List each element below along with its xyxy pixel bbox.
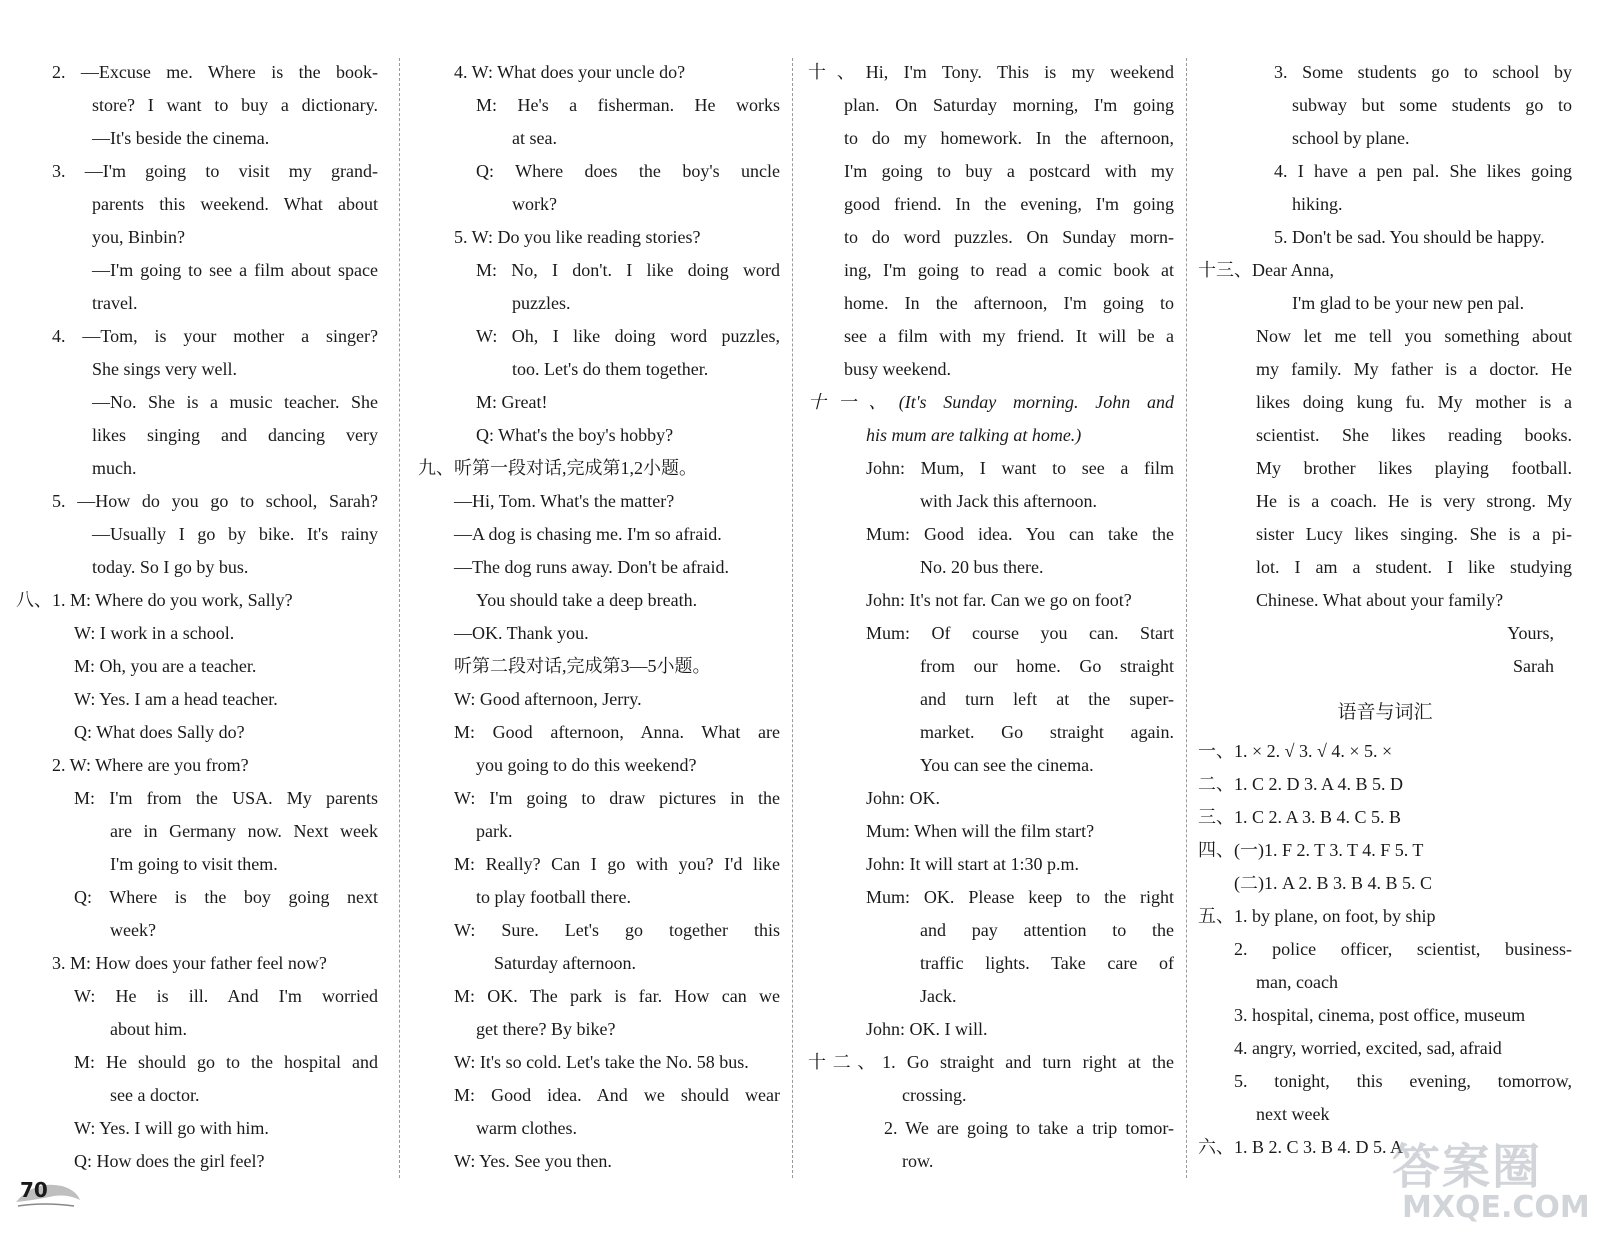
text-line: W: Good afternoon, Jerry. [454,689,642,709]
text-line: sister Lucy likes singing. She is a pi- [1256,524,1572,544]
text-line: 5. —How do you go to school, Sarah? [52,491,378,511]
text-line: 十、Hi, I'm Tony. This is my weekend [808,62,1174,82]
answer-line: 3. hospital, cinema, post office, museum [1234,1005,1526,1025]
text-line: You can see the cinema. [920,755,1094,775]
column-3 [808,56,1174,1178]
text-line: W: Yes. I will go with him. [74,1118,269,1138]
text-line: 2. W: Where are you from? [52,755,249,775]
text-line: Mum: Of course you can. Start [866,623,1174,643]
text-line: M: He's a fisherman. He works [476,95,780,115]
text-line: W: It's so cold. Let's take the No. 58 bus. [454,1052,749,1072]
text-line: W: I work in a school. [74,623,235,643]
text-line: 2. We are going to take a trip tomor- [884,1118,1174,1138]
text-line: home. In the afternoon, I'm going to [844,293,1174,313]
watermark-text: 答案圈 [1392,1139,1543,1195]
text-line: work? [512,194,557,214]
text-line: with Jack this afternoon. [920,491,1097,511]
text-line: M: Great! [476,392,548,412]
answer-line: 5. tonight, this evening, tomorrow, [1234,1071,1572,1091]
answer-line: 三、1. C 2. A 3. B 4. C 5. B [1198,807,1402,827]
text-line: to do my homework. In the afternoon, [844,128,1174,148]
text-line: to play football there. [476,887,631,907]
text-line: W: He is ill. And I'm worried [74,986,378,1006]
text-line: M: No, I don't. I like doing word [476,260,780,280]
text-line: you going to do this weekend? [476,755,697,775]
answer-line: 五、1. by plane, on foot, by ship [1198,906,1436,926]
text-line: 听第二段对话,完成第3—5小题。 [454,656,711,676]
watermark-url: MXQE.COM [1402,1190,1590,1225]
text-line: W: Sure. Let's go together this [454,920,780,940]
text-line: plan. On Saturday morning, I'm going [844,95,1174,115]
text-line: 十三、Dear Anna, [1198,260,1334,280]
text-line: Q: Where does the boy's uncle [476,161,780,181]
text-line: week? [110,920,156,940]
column-divider [792,58,793,1178]
text-line: —A dog is chasing me. I'm so afraid. [454,524,722,544]
text-line: traffic lights. Take care of [920,953,1174,973]
text-line: She sings very well. [92,359,237,379]
text-line: 3. —I'm going to visit my grand- [52,161,378,181]
text-line: about him. [110,1019,187,1039]
column-4 [1198,56,1572,1164]
column-divider [1186,58,1187,1178]
text-line: crossing. [902,1085,967,1105]
text-line: today. So I go by bus. [92,557,249,577]
text-line: 4. I have a pen pal. She likes going [1274,161,1572,181]
text-line: park. [476,821,513,841]
text-line: Now let me tell you something about [1256,326,1572,346]
text-line: 十二、1. Go straight and turn right at the [808,1052,1174,1072]
text-line: subway but some students go to [1292,95,1572,115]
text-line: W: I'm going to draw pictures in the [454,788,780,808]
answer-line: 四、(一)1. F 2. T 3. T 4. F 5. T [1198,840,1424,860]
text-line: M: He should go to the hospital and [74,1052,378,1072]
text-line: —It's beside the cinema. [92,128,270,148]
text-line: 八、1. M: Where do you work, Sally? [16,590,293,610]
text-line: Q: What's the boy's hobby? [476,425,674,445]
text-line: too. Let's do them together. [512,359,709,379]
text-line: M: OK. The park is far. How can we [454,986,780,1006]
text-line: John: It will start at 1:30 p.m. [866,854,1079,874]
text-line: his mum are talking at home.) [866,425,1082,445]
text-line: W: Yes. I am a head teacher. [74,689,278,709]
text-line: from our home. Go straight [920,656,1174,676]
text-line: at sea. [512,128,557,148]
text-line: —I'm going to see a film about space [92,260,378,280]
text-line: Mum: OK. Please keep to the right [866,887,1174,907]
answer-line: next week [1256,1104,1330,1124]
watermark [1372,1128,1592,1238]
text-line: market. Go straight again. [920,722,1174,742]
answer-line: 一、1. × 2. √ 3. √ 4. × 5. × [1198,741,1393,761]
text-line: Jack. [920,986,957,1006]
text-line: parents this weekend. What about [92,194,378,214]
section-title: 语音与词汇 [1337,701,1433,723]
answer-line: (二)1. A 2. B 3. B 4. B 5. C [1234,873,1433,893]
text-line: —OK. Thank you. [454,623,589,643]
answer-line: 4. angry, worried, excited, sad, afraid [1234,1038,1502,1058]
text-line: good friend. In the evening, I'm going [844,194,1174,214]
text-line: school by plane. [1292,128,1410,148]
column-1 [16,56,378,1178]
text-line: M: I'm from the USA. My parents [74,788,378,808]
text-line: 十一、(It's Sunday morning. John and [808,392,1174,412]
text-line: likes singing and dancing very [92,425,378,445]
text-line: puzzles. [512,293,571,313]
text-line: 4. W: What does your uncle do? [454,62,686,82]
answer-line: man, coach [1256,972,1338,992]
text-line: scientist. She likes reading books. [1256,425,1572,445]
text-line: Mum: Good idea. You can take the [866,524,1174,544]
answer-line: 2. police officer, scientist, business- [1234,939,1572,959]
text-line: —The dog runs away. Don't be afraid. [454,557,729,577]
text-line: My brother likes playing football. [1256,458,1572,478]
text-line: —No. She is a music teacher. She [92,392,378,412]
answer-line: 二、1. C 2. D 3. A 4. B 5. D [1198,774,1404,794]
text-line: M: Oh, you are a teacher. [74,656,257,676]
text-line: 5. Don't be sad. You should be happy. [1274,227,1545,247]
column-divider [399,58,400,1178]
text-line: M: Good idea. And we should wear [454,1085,780,1105]
text-line: 3. M: How does your father feel now? [52,953,327,973]
text-line: much. [92,458,137,478]
page-number: 70 [20,1178,48,1202]
column-2 [418,56,780,1178]
text-line: M: Really? Can I go with you? I'd like [454,854,780,874]
text-line: W: Oh, I like doing word puzzles, [476,326,780,346]
letter-closing: Yours, [1507,623,1554,643]
text-line: John: Mum, I want to see a film [866,458,1174,478]
text-line: lot. I am a student. I like studying [1256,557,1572,577]
text-line: my family. My father is a doctor. He [1256,359,1572,379]
text-line: warm clothes. [476,1118,577,1138]
text-line: Q: Where is the boy going next [74,887,378,907]
page-number-badge [14,1172,84,1212]
text-line: John: OK. I will. [866,1019,988,1039]
text-line: M: Good afternoon, Anna. What are [454,722,780,742]
text-line: I'm glad to be your new pen pal. [1292,293,1525,313]
text-line: —Hi, Tom. What's the matter? [454,491,675,511]
text-line: You should take a deep breath. [476,590,698,610]
answer-line: 六、1. B 2. C 3. B 4. D 5. A [1198,1137,1404,1157]
text-line: are in Germany now. Next week [110,821,378,841]
text-line: 5. W: Do you like reading stories? [454,227,701,247]
text-line: W: Yes. See you then. [454,1151,612,1171]
text-line: I'm going to buy a postcard with my [844,161,1174,181]
text-line: 2. —Excuse me. Where is the book- [52,62,378,82]
text-line: 4. —Tom, is your mother a singer? [52,326,378,346]
letter-signature: Sarah [1513,656,1554,676]
text-line: Saturday afternoon. [494,953,636,973]
text-line: Q: What does Sally do? [74,722,245,742]
text-line: 九、听第一段对话,完成第1,2小题。 [418,458,697,478]
text-line: John: OK. [866,788,941,808]
text-line: Chinese. What about your family? [1256,590,1504,610]
text-line: see a film with my friend. It will be a [844,326,1174,346]
text-line: John: It's not far. Can we go on foot? [866,590,1132,610]
text-line: row. [902,1151,934,1171]
text-line: travel. [92,293,138,313]
text-line: 3. Some students go to school by [1274,62,1572,82]
text-line: busy weekend. [844,359,951,379]
text-line: and turn left at the super- [920,689,1174,709]
text-line: He is a coach. He is very strong. My [1256,491,1572,511]
text-line: likes doing kung fu. My mother is a [1256,392,1572,412]
text-line: store? I want to buy a dictionary. [92,95,378,115]
text-line: to do word puzzles. On Sunday morn- [844,227,1174,247]
text-line: —Usually I go by bike. It's rainy [92,524,378,544]
text-line: Mum: When will the film start? [866,821,1095,841]
text-line: you, Binbin? [92,227,185,247]
text-line: get there? By bike? [476,1019,616,1039]
text-line: I'm going to visit them. [110,854,278,874]
text-line: ing, I'm going to read a comic book at [844,260,1174,280]
text-line: see a doctor. [110,1085,200,1105]
text-line: No. 20 bus there. [920,557,1044,577]
text-line: Q: How does the girl feel? [74,1151,265,1171]
text-line: and pay attention to the [920,920,1174,940]
text-line: hiking. [1292,194,1343,214]
